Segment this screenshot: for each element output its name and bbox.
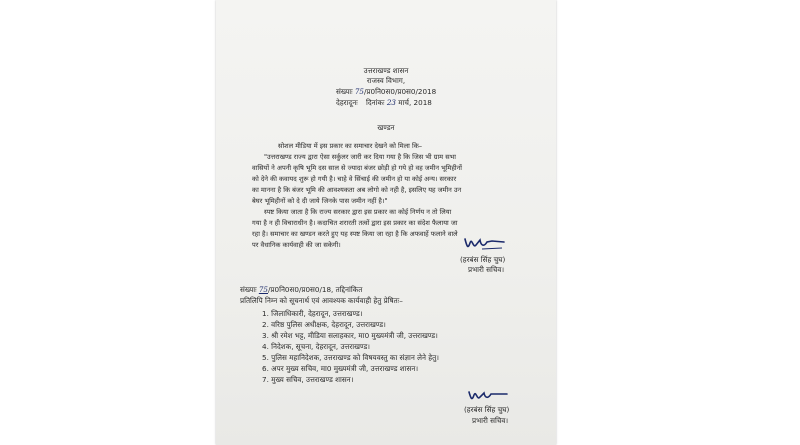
document-title: खण्डन [377,123,395,132]
copy-intro: प्रतिलिपि निम्न को सूचनार्थ एवं आवश्यक कार्यवाही हेतु प्रेषितः– [240,296,403,305]
body-line: पर वैधानिक कार्यवाही की जा सकेगी। [252,241,341,249]
body-line: गया है न ही विचाराधीन है। कदाचित शरारती तत्वों द्वारा इस प्रकार का संदेश फैलाया जा [252,219,458,227]
header-department: राजस्व विभाग, [366,76,406,85]
date-line: देहरादूनः दिनांकः 23 मार्च, 2018 [336,98,432,107]
copy-list-item: 2. वरिष्ठ पुलिस अधीक्षक, देहरादून, उत्तराखण्ड। [262,320,386,329]
body-line: स्पष्ट किया जाता है कि राज्य सरकार द्वारा इस प्रकार का कोई निर्णय न तो लिया [264,208,452,216]
copy-list-item: 6. अपर मुख्य सचिव, मा0 मुख्यमंत्री जी, उत्तराखण्ड शासन। [262,364,419,373]
body-line: रहा है। समाचार का खण्डन करते हुए यह स्पष्ट किया जा रहा है कि अफवाहें फलाने वाले [252,230,458,238]
copy-list-item: 4. निदेशक, सूचना, देहरादून, उत्तराखण्ड। [262,342,371,351]
reference-number: संख्याः 75/प्र0नि0स0/प्र0स0/2018 [336,87,437,96]
copy-list-item: 1. जिलाधिकारी, देहरादून, उत्तराखण्ड। [262,309,363,318]
header-government: उत्तराखण्ड शासन [363,66,409,75]
copy-reference-number: संख्याः 75/प्र0नि0स0/प्र0स0/18, तद्दिनांकित [240,285,363,294]
body-line: "उत्तराखण्ड राज्य द्वारा ऐसा सर्कुलर जारी कर दिया गया है कि जिस भी ग्राम सभा [264,153,457,161]
signatory-name: (हरबंस सिंह चुघ) [464,405,510,414]
signatory-designation: प्रभारी सचिव। [472,416,509,425]
document-page [216,0,556,445]
body-line: वासियों ने अपनी कृषि भूमि दस साल से ज्यादा बंजर छोड़ी हो गये हो वह जमीन भूमिहीनों [252,164,462,172]
body-line: सोशल मीडिया में इस प्रकार का समाचार देखने को मिला कि– [278,142,423,150]
body-line: को देने की कवायद शुरू हो गयी है। चाहे वे सिंचाई की जमीन हो या कोई अन्य। सरकार [252,175,457,183]
body-line: बेघर भूमिहीनों को दे दी जाये जिनके पास जमीन नहीं है।" [252,197,388,205]
signature-image [466,386,510,406]
handwritten-ref-number: 75 [354,87,364,96]
copy-list-item: 5. पुलिस महानिदेशक, उत्तराखण्ड को विषयवस्तु का संज्ञान लेने हेतु। [262,353,439,362]
handwritten-copy-ref-number: 75 [258,285,268,294]
signatory-name: (हरबंस सिंह चुघ) [460,255,506,264]
copy-list-item: 7. मुख्य सचिव, उत्तराखण्ड शासन। [262,375,354,384]
signatory-designation: प्रभारी सचिव। [468,265,505,274]
body-line: का मानना है कि बंजर भूमि की आवश्यकता अब लोगो को नही है, इसलिए यह जमीन उन [252,186,462,194]
copy-list-item: 3. श्री रमेश भट्ट, मीडिया सलाहकार, मा0 मुख्यमंत्री जी, उत्तराखण्ड। [262,331,438,340]
signature-image [462,233,508,255]
handwritten-date-day: 23 [386,98,396,107]
